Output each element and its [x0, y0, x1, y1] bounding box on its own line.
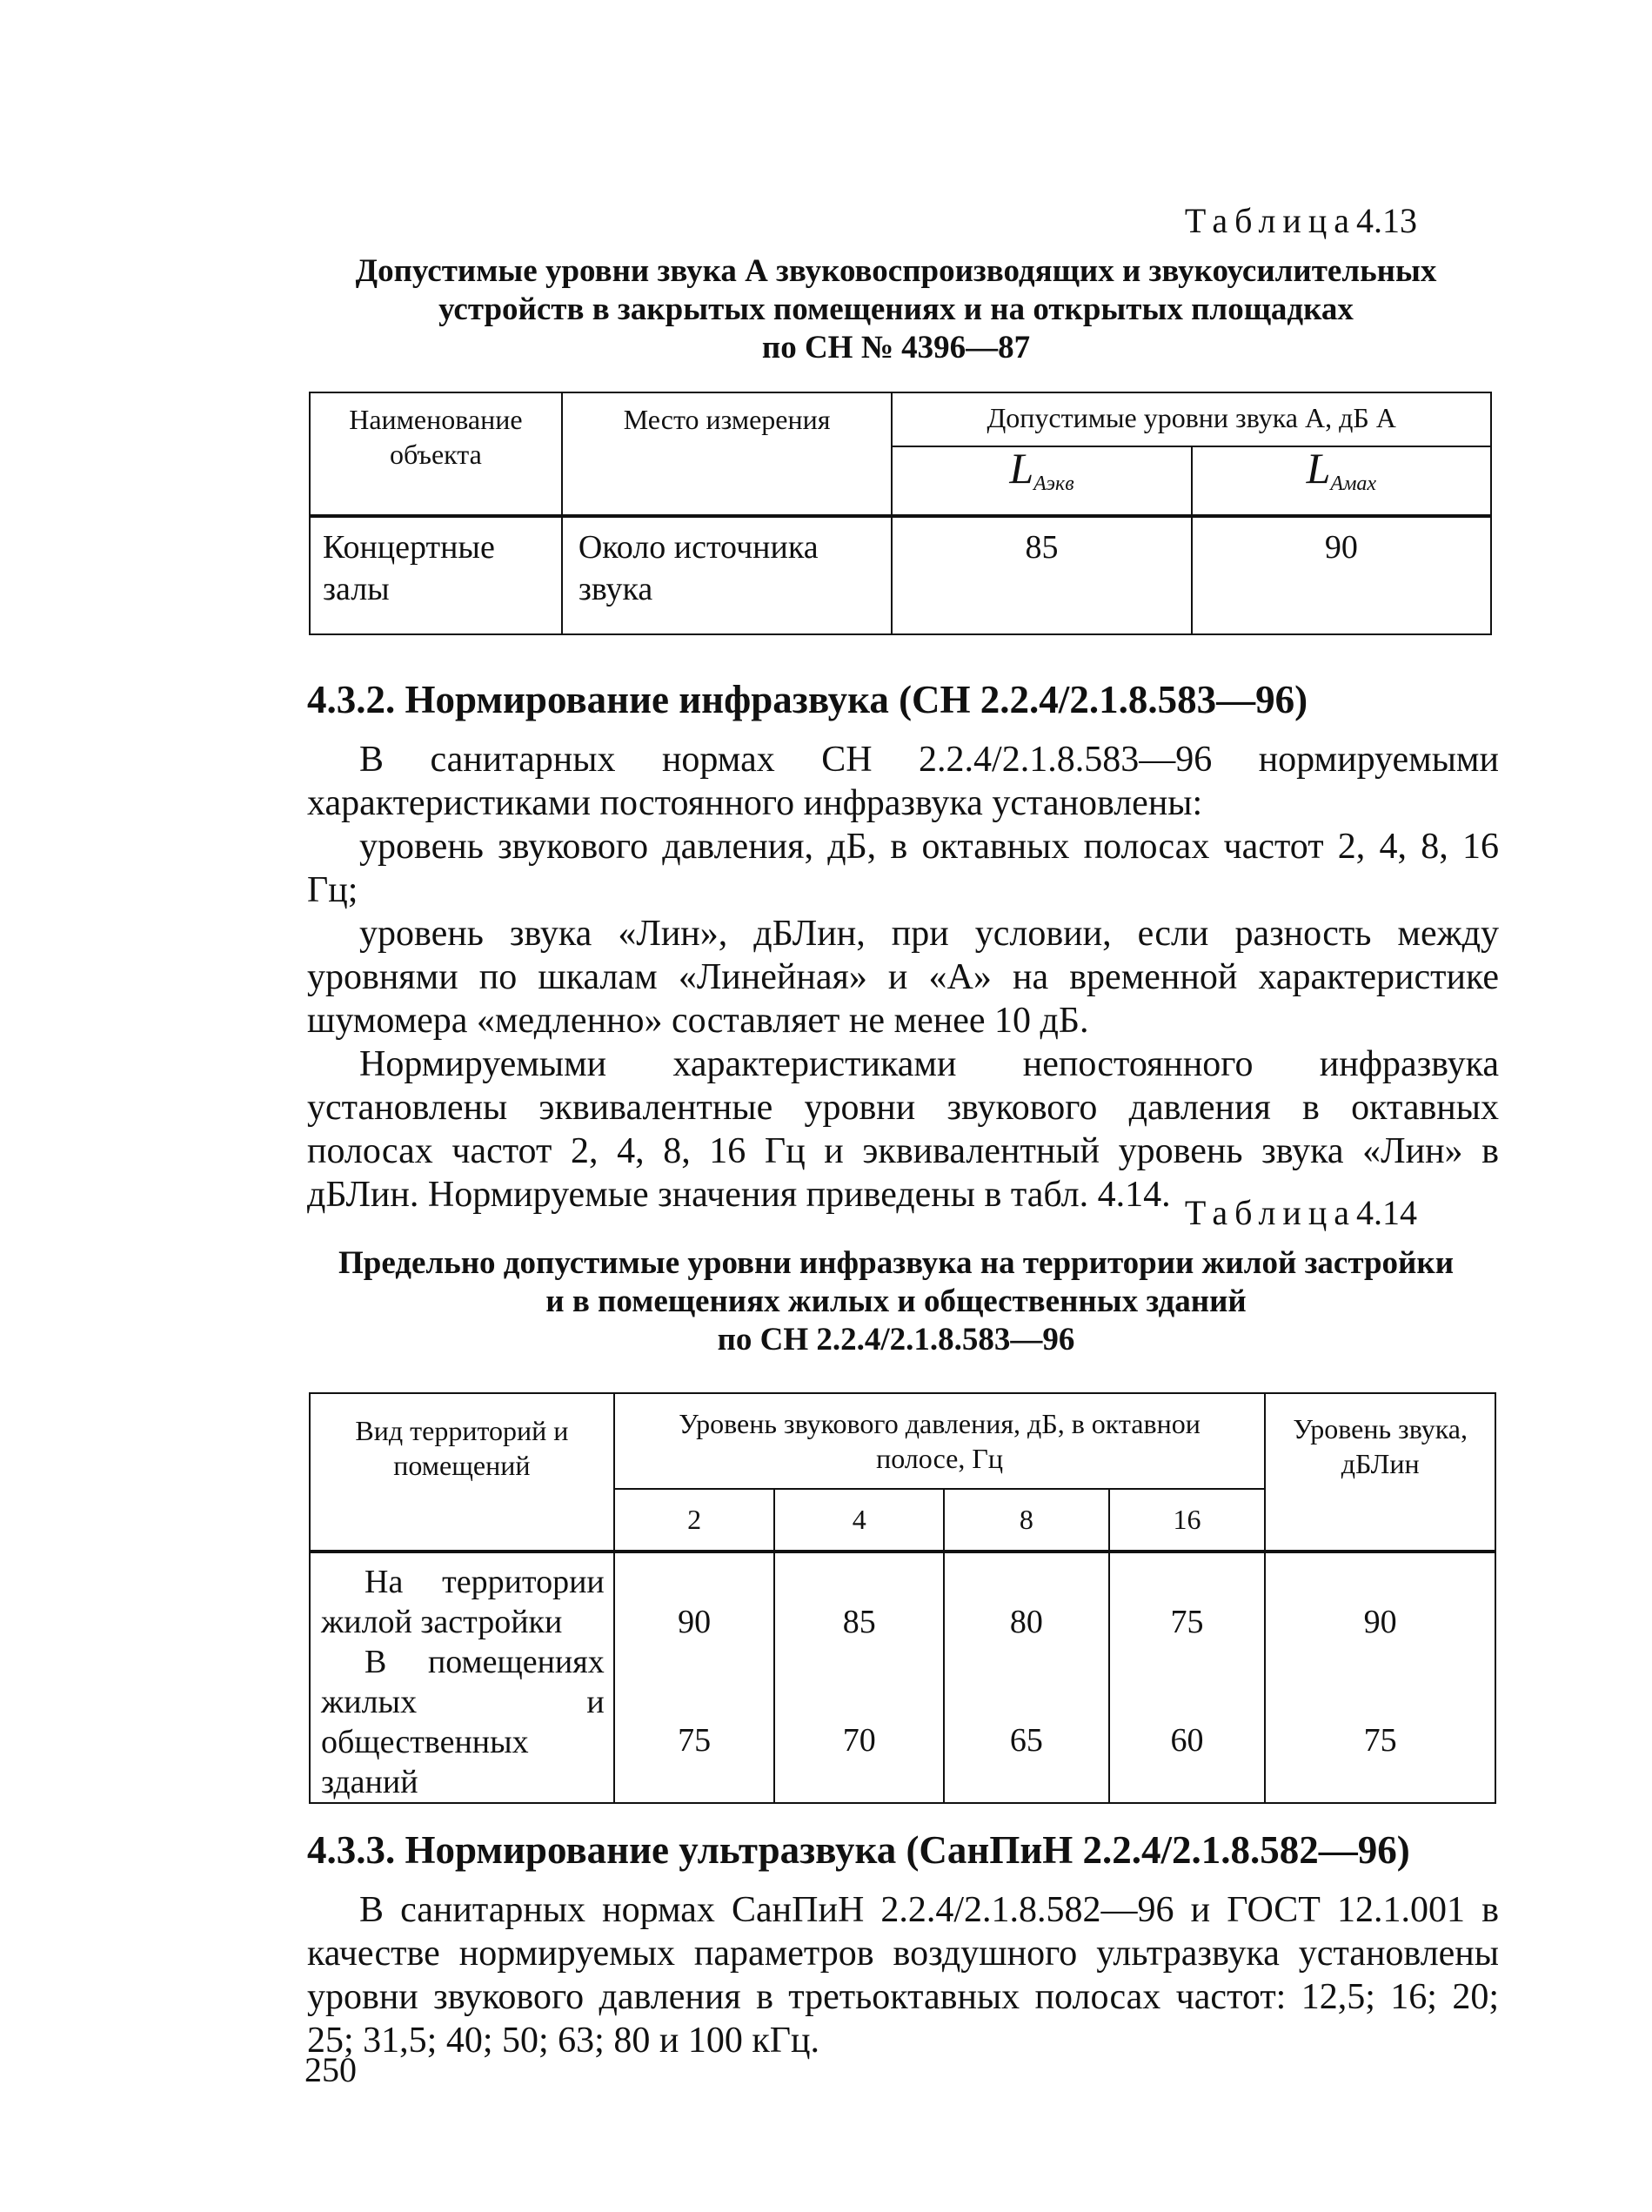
header-freq: 2: [614, 1489, 775, 1552]
cell-value: 85: [842, 1604, 876, 1640]
cell-value: 80: [1009, 1604, 1043, 1640]
header-pressure: Уровень звукового давления, дБ, в октавнои полосе, Гц: [614, 1393, 1266, 1489]
cell-value: 60: [1170, 1722, 1204, 1759]
header-freq: 8: [944, 1489, 1109, 1552]
cell-value: 75: [678, 1722, 712, 1759]
header-lmax: $L_{Амах}$: [1192, 446, 1491, 516]
header-object: Наименование объекта: [310, 392, 562, 516]
table-label-number: 4.13: [1356, 201, 1417, 240]
section-4-3-2-heading: 4.3.2. Нормирование инфразвука (СН 2.2.4/2.1.8.583—96): [307, 678, 1308, 721]
cell-value: 90: [678, 1604, 712, 1640]
paragraph: Нормируемыми характеристиками непостоянного инфразвука установлены эквивалентные уровни звукового давления в октавных полосах частот 2, 4, 8, 16 Гц и эквивалентный уровень звука «Лин» в дБЛин. Нормируемые значения приведены в табл. 4.14.: [307, 1044, 1499, 1215]
cell-value: 70: [842, 1722, 876, 1759]
header-freq: 16: [1109, 1489, 1266, 1552]
paragraph: уровень звукового давления, дБ, в октавных полосах частот 2, 4, 8, 16 Гц;: [307, 827, 1499, 910]
cell-values: [1109, 1552, 1266, 1803]
header-sound-level: Уровень звука, дБЛин: [1265, 1393, 1495, 1552]
cell-values: [944, 1552, 1109, 1803]
table-4-13-title: [287, 252, 1505, 367]
section-4-3-3-heading: 4.3.3. Нормирование ультразвука (СанПиН 2.2.4/2.1.8.582—96): [307, 1828, 1410, 1872]
header-type: Вид территорий и помещений: [310, 1393, 614, 1552]
cell-value: 75: [1170, 1604, 1204, 1640]
row-label: На территории жилой застройки: [321, 1564, 605, 1640]
table-label-word: Таблица: [1184, 1193, 1356, 1232]
paragraph: В санитарных нормах СН 2.2.4/2.1.8.583—96 нормируемыми характеристиками постоянного инфразвука установлены:: [307, 740, 1499, 823]
table-4-14-label: [1185, 1192, 1417, 1233]
cell-object: Концертные залы: [310, 516, 562, 634]
cell-values: [774, 1552, 944, 1803]
cell-leq: 85: [892, 516, 1191, 634]
table-4-14: [309, 1392, 1496, 1804]
table-row: [310, 516, 1491, 634]
cell-lmax: 90: [1192, 516, 1491, 634]
title-line: устройств в закрытых помещениях и на открытых площадках: [438, 292, 1354, 327]
table-label-number: 4.14: [1356, 1193, 1417, 1232]
header-freq: 4: [774, 1489, 944, 1552]
header-place: Место измерения: [562, 392, 893, 516]
table-4-13-label: [1185, 200, 1417, 241]
header-leq: $L_{Аэкв}$: [892, 446, 1191, 516]
cell-value: 65: [1009, 1722, 1043, 1759]
title-line: по СН № 4396—87: [761, 330, 1031, 365]
row-label: В помещениях жилых и общественных зданий: [321, 1644, 605, 1800]
cell-labels: [310, 1552, 614, 1803]
cell-value: 75: [1363, 1722, 1397, 1759]
table-label-word: Таблица: [1184, 201, 1356, 240]
title-line: Допустимые уровни звука А звуковоспроизводящих и звукоусилительных: [355, 253, 1437, 289]
title-line: Предельно допустимые уровни инфразвука на территории жилой застройки: [338, 1245, 1455, 1281]
table-4-13: [309, 392, 1492, 635]
paragraph: В санитарных нормах СанПиН 2.2.4/2.1.8.582—96 и ГОСТ 12.1.001 в качестве нормируемых параметров воздушного ультразвука установлены уровни звукового давления в третьоктавных полосах частот: 12,5; 16; 20; 25; 31,5; 40; 50; 63; 80 и 100 кГц.: [307, 1890, 1499, 2061]
title-line: и в помещениях жилых и общественных зданий: [545, 1284, 1247, 1319]
paragraph: уровень звука «Лин», дБЛин, при условии, если разность между уровнями по шкалам «Линейная» и «А» на временной характеристике шумомера «медленно» составляет не менее 10 дБ.: [307, 914, 1499, 1041]
cell-values: [614, 1552, 775, 1803]
title-line: по СН 2.2.4/2.1.8.583—96: [717, 1322, 1075, 1357]
cell-place: Около источника звука: [562, 516, 893, 634]
header-levels: Допустимые уровни звука А, дБ А: [892, 392, 1491, 446]
cell-value: 90: [1363, 1604, 1397, 1640]
cell-levels: [1265, 1552, 1495, 1803]
page-number: 250: [304, 2050, 357, 2089]
table-4-14-title: [287, 1244, 1505, 1359]
table-body: [310, 1552, 1495, 1803]
